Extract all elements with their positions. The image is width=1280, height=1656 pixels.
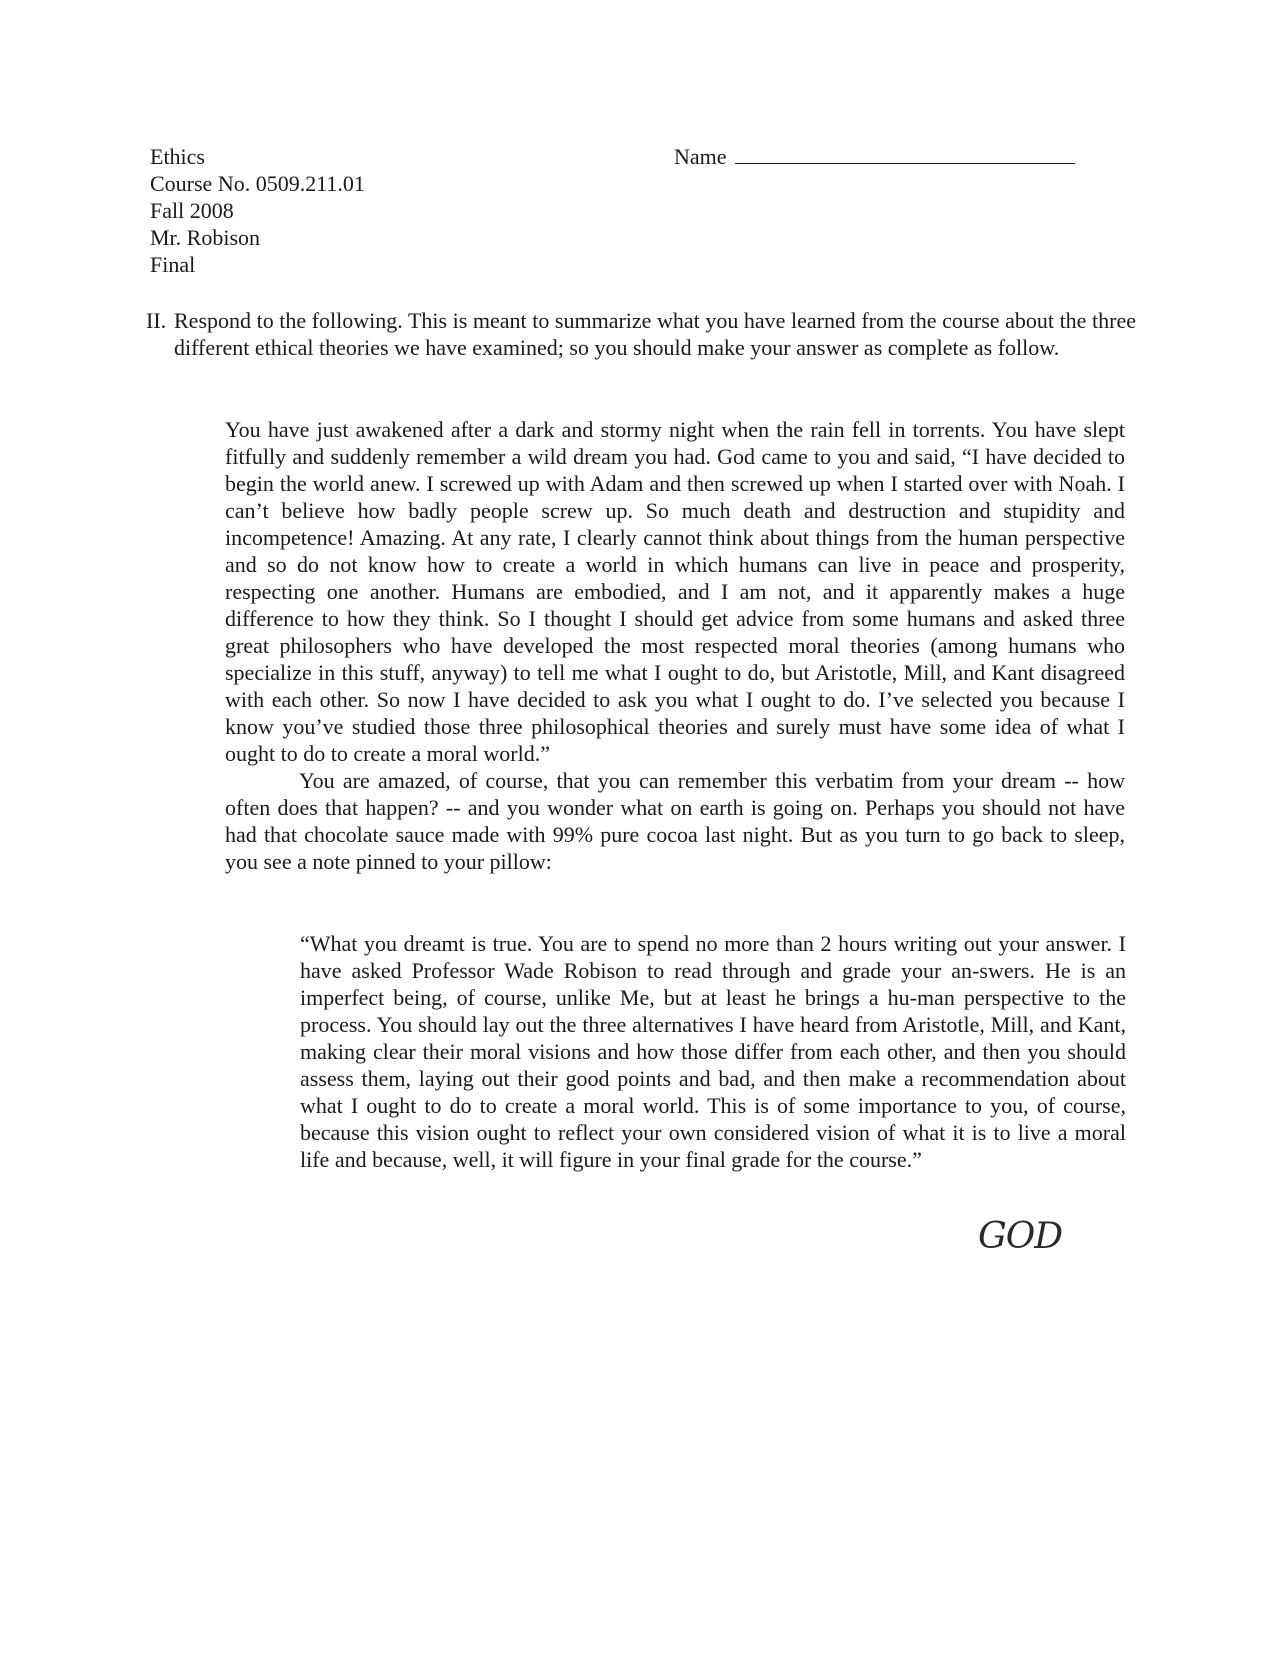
course-header (150, 143, 365, 278)
exam-type: Final (150, 252, 196, 277)
question-number: II. (146, 308, 167, 333)
scenario-paragraph-1: You have just awakened after a dark and stormy night when the rain fell in torrents. You have slept fitfully and suddenly remember a wild dream you had. God came to you and said, “I have decided to begin the world anew. I screwed up with Adam and then screwed up when I started over with Noah. I can’t believe how badly people screw up. So much death and destruction and stupidity and incompetence! Amazing. At any rate, I clearly cannot think about things from the human perspective and so do not know how to create a world in which humans can live in peace and prosperity, respecting one another. Humans are embodied, and I am not, and it apparently makes a huge difference to how they think. So I thought I should get advice from some humans and asked three great philosophers who have developed the most respected moral theories (among humans who specialize in this stuff, anyway) to tell me what I ought to do, but Aristotle, Mill, and Kant disagreed with each other. So now I have decided to ask you what I ought to do. I’ve selected you because I know you’ve studied those three philosophical theories and surely must have some idea of what I ought to do to create a moral world.” (225, 417, 1125, 766)
course-title: Ethics (150, 144, 205, 169)
course-number: Course No. 0509.211.01 (150, 171, 365, 196)
god-note (300, 930, 1126, 1173)
signature: GOD (978, 1216, 1063, 1257)
name-label: Name (674, 144, 727, 169)
name-field (674, 143, 1075, 170)
instructor: Mr. Robison (150, 225, 261, 250)
scenario-block (225, 416, 1125, 875)
question-prompt: Respond to the following. This is meant to summarize what you have learned from the course about the three different ethical theories we have examined; so you should make your answer as complete as follow. (174, 308, 1136, 360)
term: Fall 2008 (150, 198, 234, 223)
question-block (146, 307, 1136, 361)
name-blank-line (735, 144, 1075, 164)
scenario-paragraph-2: You are amazed, of course, that you can remember this verbatim from your dream -- how often does that happen? -- and you wonder what on earth is going on. Perhaps you should not have had that chocolate sauce made with 99% pure cocoa last night. But as you turn to go back to sleep, you see a note pinned to your pillow: (225, 768, 1125, 874)
note-text: “What you dreamt is true. You are to spend no more than 2 hours writing out your answer. I have asked Professor Wade Robison to read through and grade your an-swers. He is an imperfect being, of course, unlike Me, but at least he brings a hu-man perspective to the process. You should lay out the three alternatives I have heard from Aristotle, Mill, and Kant, making clear their moral visions and how those differ from each other, and then you should assess them, laying out their good points and bad, and then make a recommendation about what I ought to do to create a moral world. This is of some importance to you, of course, because this vision ought to reflect your own considered vision of what it is to live a moral life and because, well, it will figure in your final grade for the course.” (300, 931, 1126, 1172)
